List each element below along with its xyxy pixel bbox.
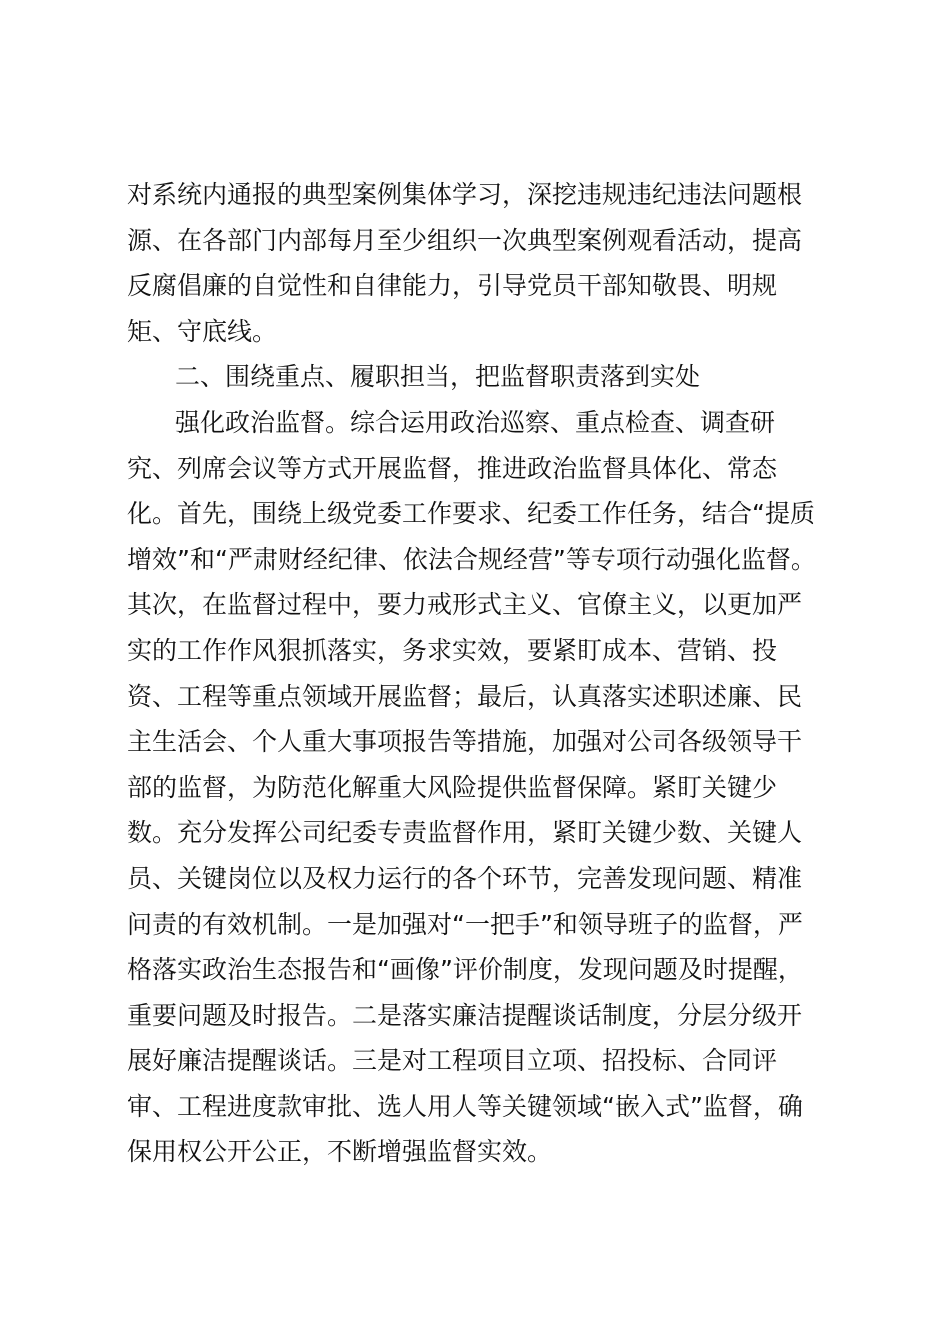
text-line-4: 矩、守底线。 bbox=[127, 316, 278, 346]
section-heading: 二、围绕重点、履职担当，把监督职责落到实处 bbox=[175, 362, 701, 392]
text-line-2: 源、在各部门内部每月至少组织一次典型案例观看活动，提高 bbox=[127, 225, 803, 255]
text-line-14: 部的监督，为防范化解重大风险提供监督保障。紧盯关键少 bbox=[127, 772, 778, 802]
body-text bbox=[127, 172, 832, 1175]
text-line-21: 审、工程进度款审批、选人用人等关键领域“嵌入式”监督，确 bbox=[127, 1091, 803, 1121]
text-line-8: 化。首先，围绕上级党委工作要求、纪委工作任务，结合“提质 bbox=[127, 499, 815, 529]
text-line-18: 格落实政治生态报告和“画像”评价制度，发现问题及时提醒， bbox=[127, 955, 803, 985]
text-line-16: 员、关键岗位以及权力运行的各个环节，完善发现问题、精准 bbox=[127, 863, 803, 893]
text-line-10: 其次，在监督过程中，要力戒形式主义、官僚主义，以更加严 bbox=[127, 590, 803, 620]
text-line-20: 展好廉洁提醒谈话。三是对工程项目立项、招投标、合同评 bbox=[127, 1046, 778, 1076]
text-line-9: 增效”和“严肃财经纪律、依法合规经营”等专项行动强化监督。 bbox=[127, 544, 816, 574]
text-line-11: 实的工作作风狠抓落实，务求实效，要紧盯成本、营销、投 bbox=[127, 635, 778, 665]
text-line-13: 主生活会、个人重大事项报告等措施，加强对公司各级领导干 bbox=[127, 727, 803, 757]
text-line-19: 重要问题及时报告。二是落实廉洁提醒谈话制度，分层分级开 bbox=[127, 1000, 803, 1030]
text-line-22: 保用权公开公正，不断增强监督实效。 bbox=[127, 1137, 553, 1167]
text-line-15: 数。充分发挥公司纪委专责监督作用，紧盯关键少数、关键人 bbox=[127, 818, 803, 848]
text-line-12: 资、工程等重点领域开展监督；最后，认真落实述职述廉、民 bbox=[127, 681, 803, 711]
text-line-7: 究、列席会议等方式开展监督，推进政治监督具体化、常态 bbox=[127, 453, 778, 483]
text-line-1: 对系统内通报的典型案例集体学习，深挖违规违纪违法问题根 bbox=[127, 180, 803, 209]
text-line-17: 问责的有效机制。一是加强对“一把手”和领导班子的监督，严 bbox=[127, 909, 803, 939]
paragraph-start: 强化政治监督。综合运用政治巡察、重点检查、调查研 bbox=[175, 407, 776, 437]
text-line-3: 反腐倡廉的自觉性和自律能力，引导党员干部知敬畏、明规 bbox=[127, 271, 778, 301]
